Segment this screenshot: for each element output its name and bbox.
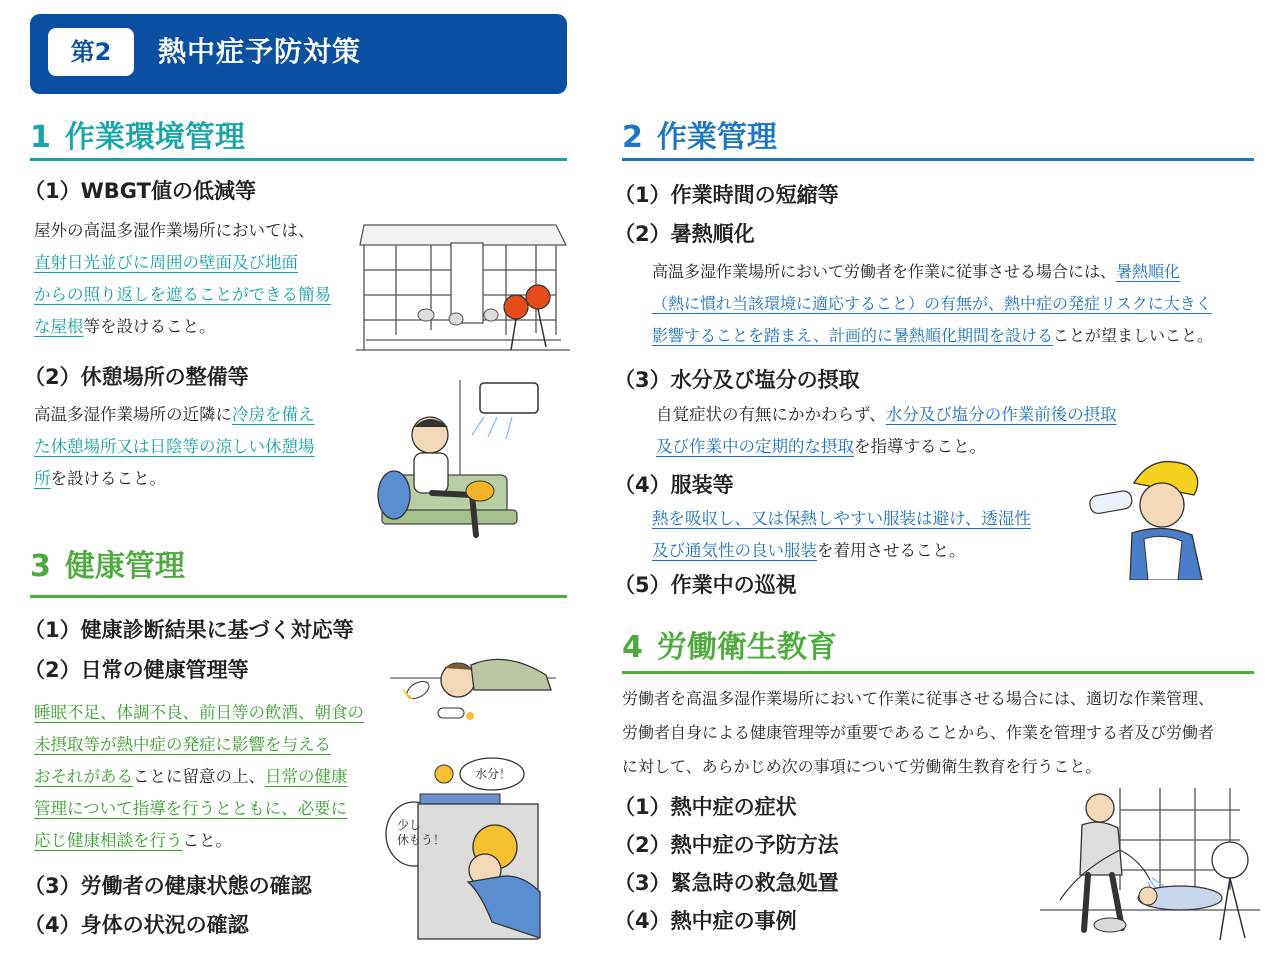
sec3-item2-line1: 睡眠不足、体調不良、前日等の飲酒、朝食の: [34, 703, 364, 722]
rest-area-illustration: [372, 375, 552, 540]
speech-bubble-water: 水分！: [475, 767, 512, 781]
section-2-rule: [622, 158, 1254, 161]
sec2-item2-line1-link: 暑熱順化: [1116, 262, 1181, 281]
sec2-item1-title: （1）作業時間の短縮等: [614, 183, 839, 207]
sec2-item3-body: [656, 399, 1216, 463]
sec2-item4-body: [652, 503, 1082, 567]
sec4-item1: （1）熱中症の症状: [614, 795, 797, 819]
sec2-item4-line1: 熱を吸収し、又は保熱しやすい服装は避け、透湿性: [652, 509, 1031, 528]
sec3-item2-line3: ことに留意の上、: [133, 767, 265, 786]
sec2-item3-line1: 自覚症状の有無にかかわらず、: [656, 405, 886, 424]
section-1-title: 作業環境管理: [64, 120, 245, 155]
sec1-item1-line4: 等を設けること。: [83, 317, 216, 336]
sec1-item2-line1: 高温多湿作業場所の近隣に: [34, 405, 232, 424]
speech-bubble-rest: [397, 818, 445, 848]
section-3-title: 健康管理: [64, 549, 185, 584]
sec1-item1-line3: からの照り返しを遮ることができる簡易: [34, 285, 331, 304]
sec1-item2-line2: た休憩場所又は日陰等の涼しい休憩場: [34, 437, 315, 456]
section-1-number: 1: [30, 120, 51, 155]
sec1-item1-body: [34, 215, 364, 343]
sec2-item3-title: （3）水分及び塩分の摂取: [614, 368, 860, 392]
sec3-item2-line5-link: 応じ健康相談を行う: [34, 831, 183, 850]
sec4-line2: 労働者自身による健康管理等が重要であることから、作業を管理する者及び労働者: [622, 723, 1215, 742]
section-1-rule: [30, 158, 567, 161]
sec3-item2-line3-link: おそれがある: [34, 767, 133, 786]
section-4-title: 労働衛生教育: [656, 630, 837, 665]
section-2-heading: [622, 118, 777, 158]
sec3-item2-title: （2）日常の健康管理等: [24, 658, 249, 682]
section-4-heading: [622, 628, 837, 668]
sec4-item4: （4）熱中症の事例: [614, 909, 797, 933]
first-aid-illustration: [1040, 780, 1260, 945]
sec4-paragraph: [622, 682, 1262, 784]
sec2-item3-line2-link: 及び作業中の定期的な摂取: [656, 437, 854, 456]
sec2-item4-title: （4）服装等: [614, 473, 734, 497]
sec2-item5-title: （5）作業中の巡視: [614, 573, 797, 597]
sec1-item1-line2: 直射日光並びに周囲の壁面及び地面: [34, 253, 298, 272]
sec3-item2-line5: こと。: [182, 831, 232, 850]
sec3-item2-line2: 未摂取等が熱中症の発症に影響を与える: [34, 735, 331, 754]
sec4-item2: （2）熱中症の予防方法: [614, 833, 839, 857]
chapter-title: 熱中症予防対策: [158, 35, 362, 68]
sec1-item2-line3: を設けること。: [50, 469, 166, 488]
sec2-item2-line2: （熱に慣れ当該環境に適応すること）の有無が、熱中症の発症リスクに大きく: [652, 294, 1212, 313]
sec2-item2-line3: ことが望ましいこと。: [1052, 326, 1213, 345]
sec4-item3: （3）緊急時の救急処置: [614, 871, 839, 895]
sec1-item1-line4-link: な屋根: [34, 317, 84, 336]
sec1-item2-line1-link: 冷房を備え: [232, 405, 315, 424]
section-3-rule: [30, 595, 567, 598]
sec2-item3-line1-link: 水分及び塩分の作業前後の摂取: [885, 405, 1117, 424]
section-2-number: 2: [622, 120, 643, 155]
section-3-heading: [30, 547, 185, 587]
section-1-heading: [30, 118, 245, 158]
speech-bubble-rest-line2: 休もう！: [397, 833, 446, 847]
sec2-item4-line2: を着用させること。: [817, 541, 966, 560]
sec3-item2-line4: 管理について指導を行うとともに、必要に: [34, 799, 348, 818]
sec1-item2-title: （2）休憩場所の整備等: [24, 365, 249, 389]
sec1-item2-line3-link: 所: [34, 469, 51, 488]
sec2-item2-line1: 高温多湿作業場所において労働者を作業に従事させる場合には、: [652, 262, 1117, 281]
section-2-title: 作業管理: [656, 120, 777, 155]
sec3-item3-title: （3）労働者の健康状態の確認: [24, 874, 312, 898]
chapter-number-badge: 第2: [48, 28, 134, 76]
sec1-item1-title: （1）WBGT値の低減等: [24, 179, 256, 203]
sec3-item1-title: （1）健康診断結果に基づく対応等: [24, 618, 354, 642]
sec1-item1-line1: 屋外の高温多湿作業場所においては、: [34, 221, 315, 240]
section-4-number: 4: [622, 630, 643, 665]
drinking-worker-illustration: [1082, 455, 1217, 580]
sec4-line3: に対して、あらかじめ次の事項について労働衛生教育を行うこと。: [622, 757, 1102, 776]
speech-bubble-rest-line1: 少し: [397, 818, 422, 832]
sec4-line1: 労働者を高温多湿作業場所において作業に従事させる場合には、適切な作業管理、: [622, 689, 1215, 708]
sec2-item2-title: （2）暑熱順化: [614, 222, 755, 246]
sec2-item4-line2-link: 及び通気性の良い服装: [652, 541, 817, 560]
sec2-item2-line3-link: 影響することを踏まえ、計画的に暑熱順化期間を設ける: [652, 326, 1053, 345]
collapsed-worker-illustration: [386, 630, 561, 725]
section-4-rule: [622, 671, 1254, 674]
sec3-item4-title: （4）身体の状況の確認: [24, 913, 249, 937]
sec1-item2-body: [34, 399, 364, 495]
sec2-item2-body: [652, 256, 1267, 352]
sec3-item2-body: [34, 697, 384, 857]
simple-roof-illustration: [356, 215, 570, 357]
section-3-number: 3: [30, 549, 51, 584]
sec2-item3-line2: を指導すること。: [854, 437, 986, 456]
sec3-item2-line3-link2: 日常の健康: [265, 767, 348, 786]
